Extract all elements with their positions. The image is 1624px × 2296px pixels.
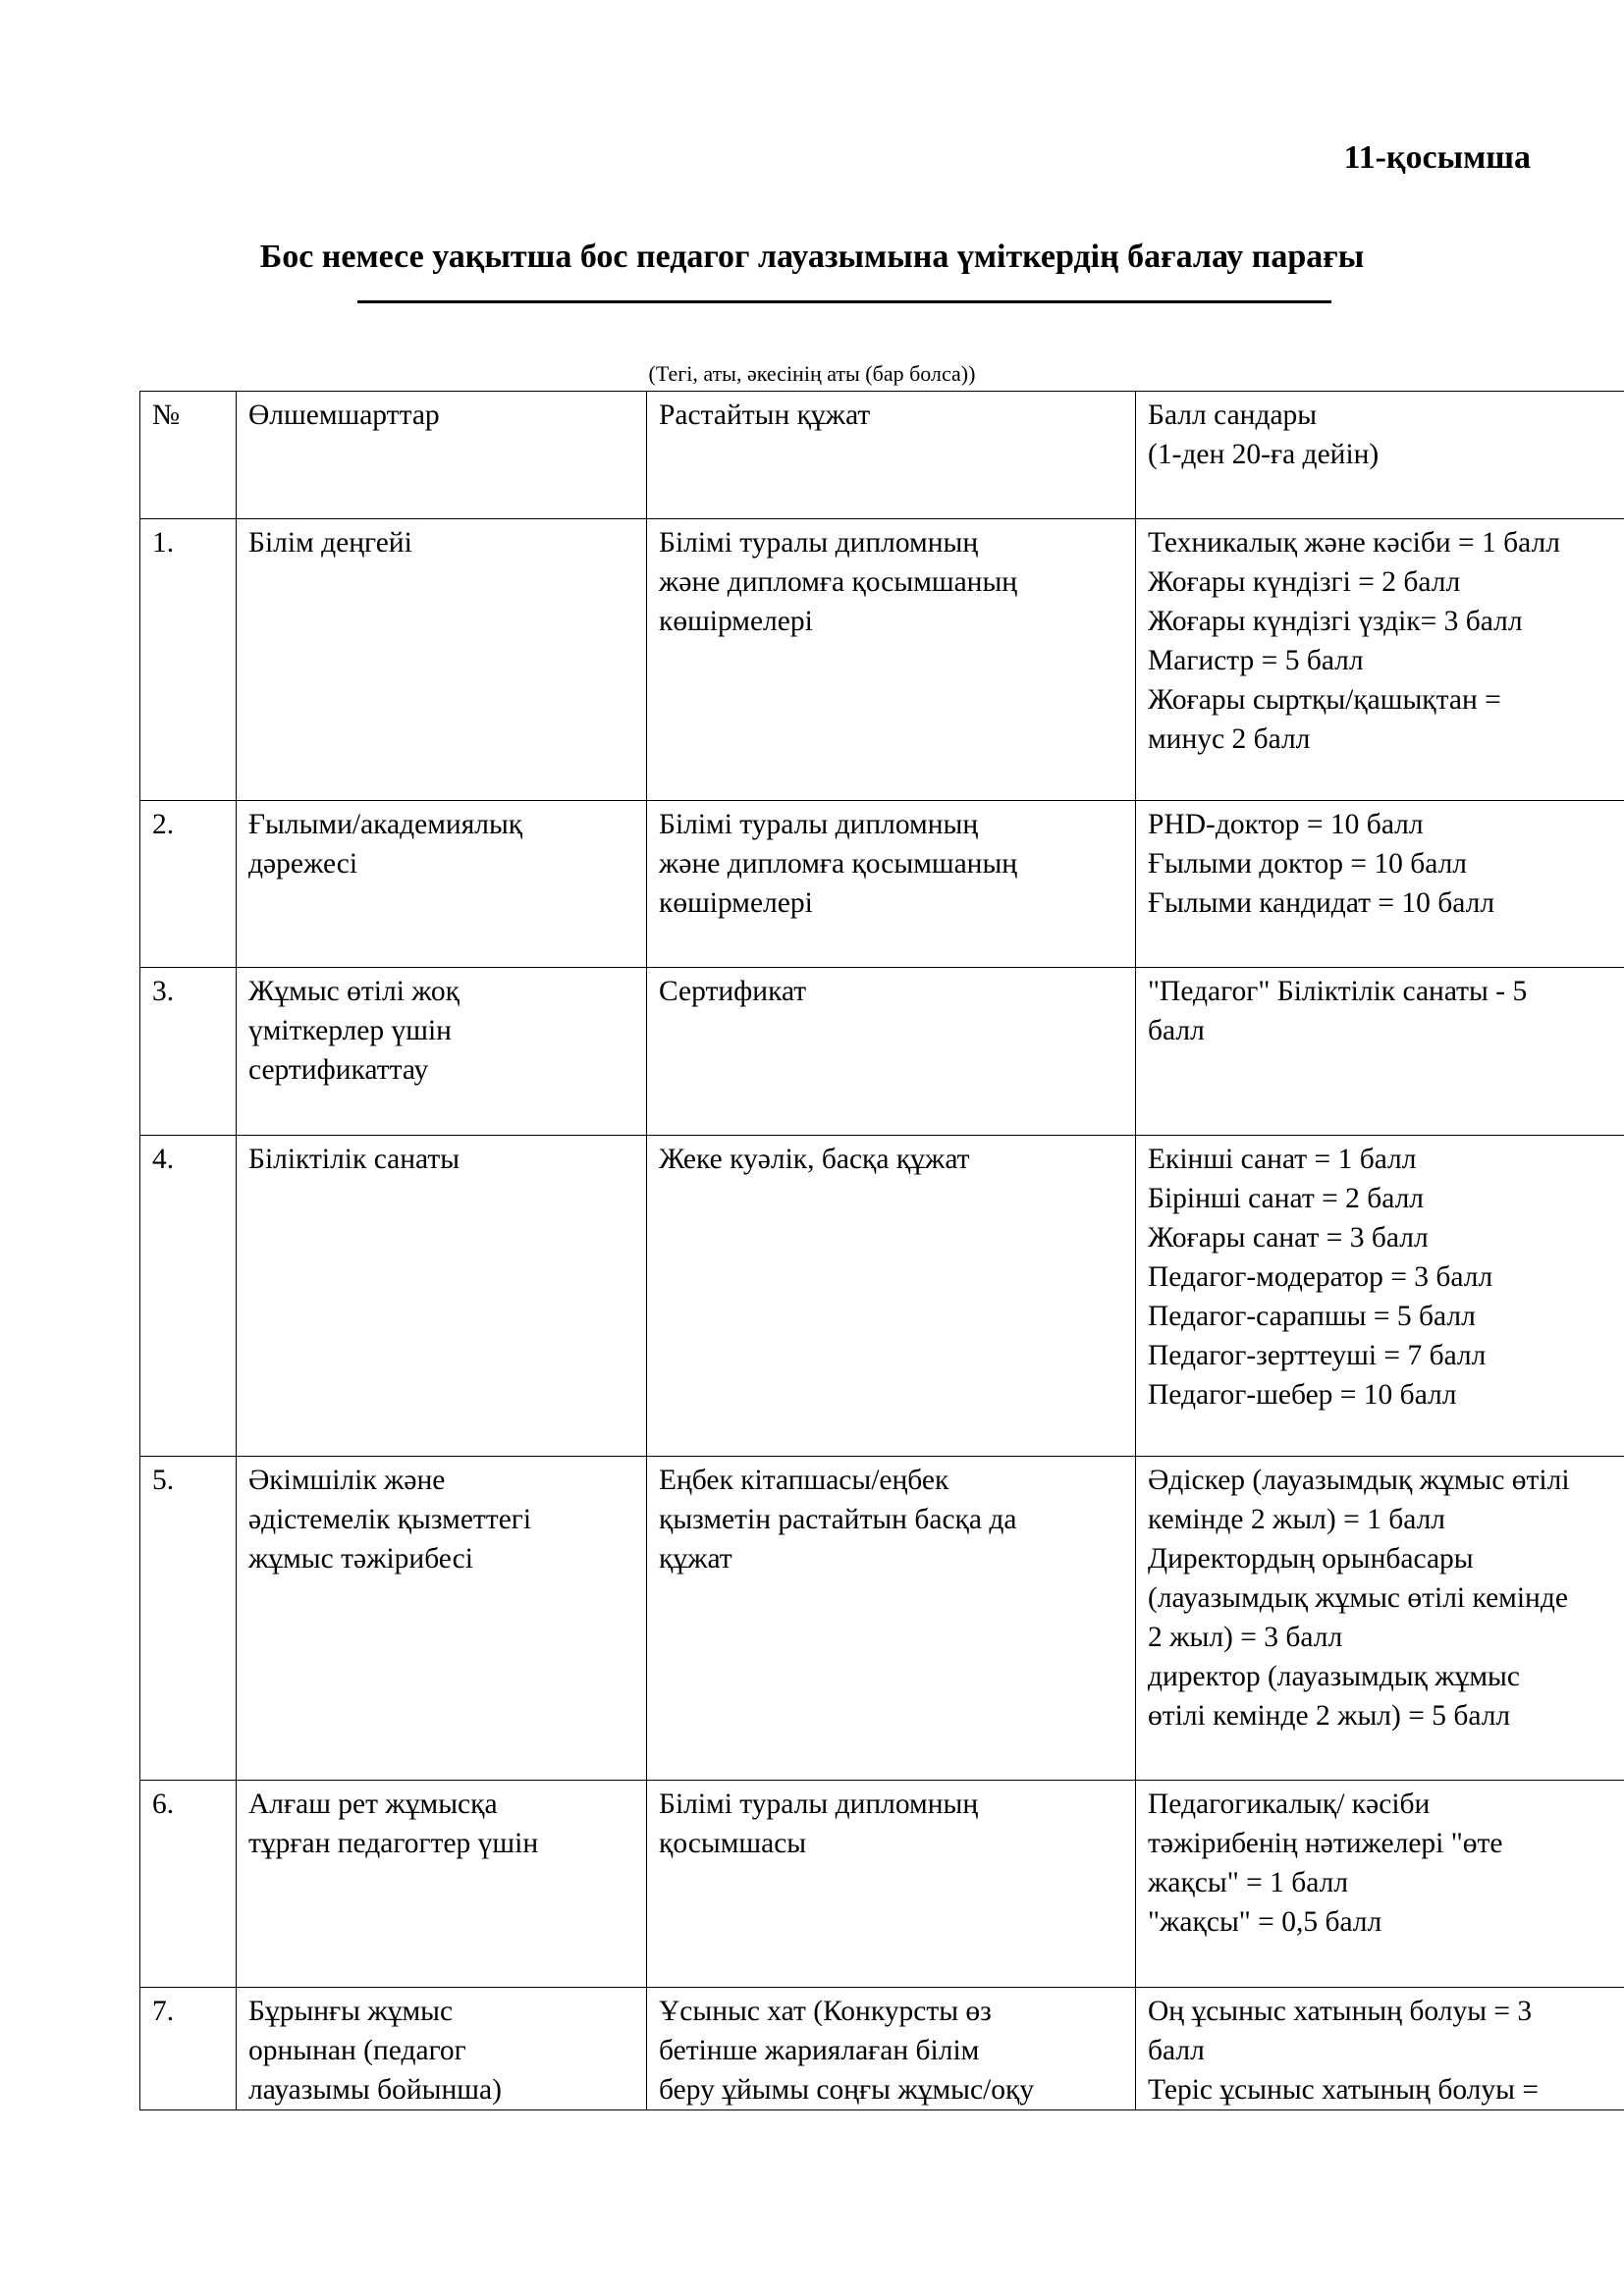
score-line: "Педагог" Біліктілік санаты - 5 [1148,976,1528,1007]
table-row [140,1988,1624,2110]
row-document [647,1988,1136,2110]
criteria-line: Алғаш рет жұмысқа [248,1789,498,1820]
document-line: және дипломға қосымшаның [659,566,1018,598]
row-score [1136,1988,1624,2110]
document-line: Білімі туралы дипломның [659,527,979,559]
score-line: Жоғары санат = 3 балл [1148,1222,1429,1254]
row-document [647,1136,1136,1457]
score-line: PHD-доктор = 10 балл [1148,809,1424,840]
score-line: Педагог-модератор = 3 балл [1148,1261,1493,1293]
criteria-line: Біліктілік санаты [248,1144,460,1175]
score-line: Педагогикалық/ кәсіби [1148,1789,1431,1820]
score-line: Директордың орынбасары [1148,1543,1474,1575]
score-line: тәжірибенің нәтижелері "өте [1148,1828,1503,1859]
score-line: Оң ұсыныс хатының болуы = 3 [1148,1996,1533,2027]
row-criteria [237,968,647,1136]
score-line: Бірінші санат = 2 балл [1148,1183,1425,1214]
row-score [1136,801,1624,968]
row-criteria [237,1988,647,2110]
document-line: және дипломға қосымшаның [659,848,1018,880]
score-line: жақсы" = 1 балл [1148,1867,1349,1898]
table-row [140,1136,1624,1457]
row-document [647,801,1136,968]
document-line: беру ұйымы соңғы жұмыс/оқу [659,2074,1035,2106]
score-line: Жоғары күндізгі үздік= 3 балл [1148,606,1523,637]
document-line: Еңбек кітапшасы/еңбек [659,1465,949,1496]
score-line: Әдіскер (лауазымдық жұмыс өтілі [1148,1465,1570,1496]
criteria-line: әдістемелік қызметтегі [248,1504,532,1535]
criteria-line: сертификаттау [248,1054,429,1086]
row-document [647,1457,1136,1781]
row-score [1136,1136,1624,1457]
score-line: Теріс ұсыныс хатының болуы = [1148,2074,1539,2106]
row-score [1136,1781,1624,1988]
row-num: 2. [140,801,237,968]
row-criteria [237,1457,647,1781]
row-criteria [237,1136,647,1457]
row-num: 4. [140,1136,237,1457]
score-line: Техникалық және кәсіби = 1 балл [1148,527,1560,559]
criteria-line: орнынан (педагог [248,2035,466,2066]
document-line: Білімі туралы дипломның [659,1789,979,1820]
score-line: Педагог-сарапшы = 5 балл [1148,1301,1476,1332]
score-line: Жоғары күндізгі = 2 балл [1148,566,1461,598]
document-line: қосымшасы [659,1828,807,1859]
appendix-label: 11-қосымша [1343,139,1531,176]
row-num: 7. [140,1988,237,2110]
criteria-line: Білім деңгейі [248,527,412,559]
row-score [1136,519,1624,801]
row-num: 1. [140,519,237,801]
row-num: 5. [140,1457,237,1781]
table-row [140,801,1624,968]
header-document: Растайтын құжат [647,392,1136,519]
row-score [1136,1457,1624,1781]
row-score [1136,968,1624,1136]
document-line: Сертификат [659,976,807,1007]
criteria-line: Жұмыс өтілі жоқ [248,976,460,1007]
criteria-line: жұмыс тәжірибесі [248,1543,473,1575]
row-num: 3. [140,968,237,1136]
criteria-line: тұрған педагогтер үшін [248,1828,539,1859]
header-num: № [140,392,237,519]
score-line: Жоғары сыртқы/қашықтан = [1148,684,1501,716]
document-line: көшірмелері [659,887,813,919]
row-criteria [237,1781,647,1988]
header-score-line: Балл сандары [1148,400,1318,431]
name-underline [357,300,1331,303]
criteria-line: Әкімшілік және [248,1465,446,1496]
document-line: бетінше жариялаған білім [659,2035,980,2066]
document-line: Ұсыныс хат (Конкурсты өз [659,1996,992,2027]
document-line: құжат [659,1543,732,1575]
row-num: 6. [140,1781,237,1988]
header-criteria: Өлшемшарттар [237,392,647,519]
table-row [140,1781,1624,1988]
document-line: Білімі туралы дипломның [659,809,979,840]
score-line: Педагог-зерттеуші = 7 балл [1148,1340,1487,1371]
criteria-line: Бұрынғы жұмыс [248,1996,454,2027]
score-line: минус 2 балл [1148,723,1311,755]
criteria-line: Ғылыми/академиялық [248,809,523,840]
score-line: балл [1148,2035,1205,2066]
score-line: директор (лауазымдық жұмыс [1148,1661,1520,1692]
score-line: Ғылыми кандидат = 10 балл [1148,887,1495,919]
score-line: өтілі кемінде 2 жыл) = 5 балл [1148,1700,1511,1732]
evaluation-table [139,391,1624,2110]
row-criteria [237,801,647,968]
row-document [647,1781,1136,1988]
score-line: Екінші санат = 1 балл [1148,1144,1417,1175]
document-title: Бос немесе уақытша бос педагог лауазымына үміткердің бағалау парағы [259,239,1365,275]
row-criteria [237,519,647,801]
score-line: кемінде 2 жыл) = 1 балл [1148,1504,1446,1535]
name-caption: (Тегі, аты, әкесінің аты (бар болса)) [648,361,976,386]
table-row [140,1457,1624,1781]
table-row [140,519,1624,801]
document-line: Жеке куәлік, басқа құжат [659,1144,970,1175]
table-header-row [140,392,1624,519]
score-line: 2 жыл) = 3 балл [1148,1622,1343,1653]
score-line: "жақсы" = 0,5 балл [1148,1906,1382,1938]
score-line: (лауазымдық жұмыс өтілі кемінде [1148,1582,1568,1614]
document-line: көшірмелері [659,606,813,637]
score-line: Педагог-шебер = 10 балл [1148,1379,1457,1411]
header-score-line: (1-ден 20-ға дейін) [1148,439,1380,470]
header-score [1136,392,1624,519]
score-line: Ғылыми доктор = 10 балл [1148,848,1468,880]
score-line: Магистр = 5 балл [1148,645,1364,676]
criteria-line: дәрежесі [248,848,358,880]
criteria-line: лауазымы бойынша) [248,2074,502,2106]
row-document [647,519,1136,801]
criteria-line: үміткерлер үшін [248,1015,452,1046]
document-line: қызметін растайтын басқа да [659,1504,1017,1535]
score-line: балл [1148,1015,1205,1046]
row-document [647,968,1136,1136]
table-row [140,968,1624,1136]
